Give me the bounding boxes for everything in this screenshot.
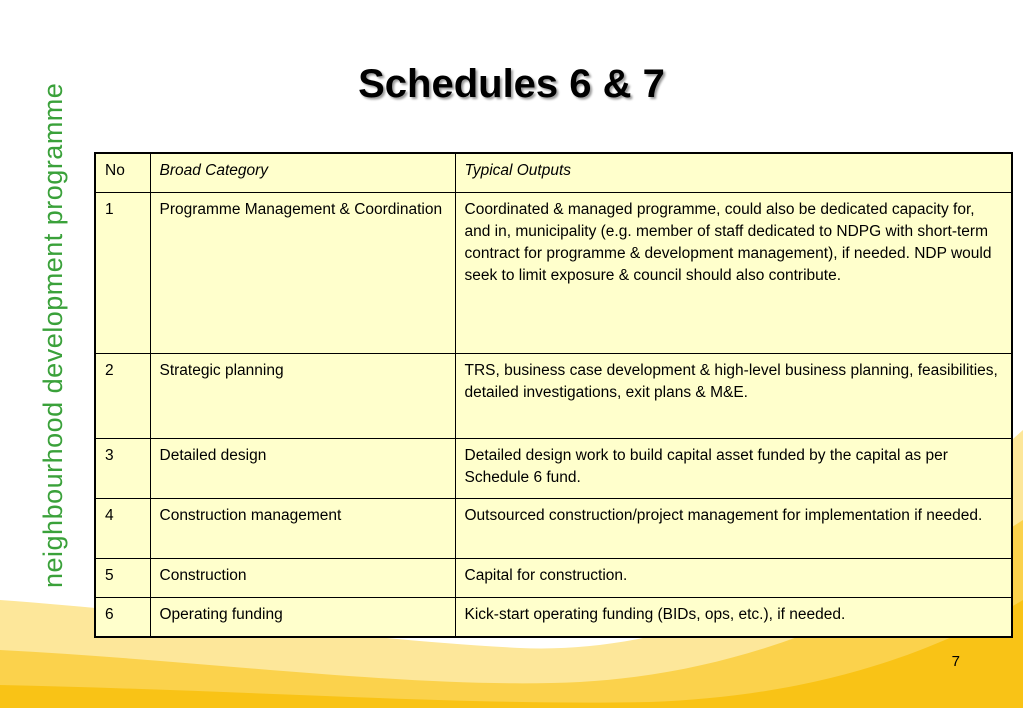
row-no: 3 [95,439,150,499]
row-outputs: TRS, business case development & high-level business planning, feasibilities, detailed investigations, exit plans & M&E. [455,354,1012,439]
table-row [95,598,1012,637]
table-row [95,499,1012,559]
table-row [95,193,1012,354]
row-outputs: Coordinated & managed programme, could also be dedicated capacity for, and in, municipality (e.g. member of staff dedicated to NDPG with short-term contract for programme & development management), if needed. NDP would seek to limit exposure & council should also contribute. [455,193,1012,354]
row-outputs: Detailed design work to build capital asset funded by the capital as per Schedule 6 fund. [455,439,1012,499]
row-no: 5 [95,559,150,598]
slide-title: Schedules 6 & 7 [358,62,665,106]
table-header-row [95,153,1012,193]
header-no: No [95,153,150,193]
table-row [95,559,1012,598]
table-row [95,439,1012,499]
row-category: Detailed design [150,439,455,499]
side-label: neighbourhood development programme [38,82,68,588]
row-no: 2 [95,354,150,439]
row-category: Operating funding [150,598,455,637]
row-category: Programme Management & Coordination [150,193,455,354]
row-outputs: Capital for construction. [455,559,1012,598]
header-typical-outputs: Typical Outputs [455,153,1012,193]
row-outputs: Outsourced construction/project management for implementation if needed. [455,499,1012,559]
page-number: 7 [951,653,960,670]
schedules-table [94,152,1013,638]
header-broad-category: Broad Category [150,153,455,193]
row-category: Construction [150,559,455,598]
row-category: Construction management [150,499,455,559]
row-no: 4 [95,499,150,559]
row-outputs: Kick-start operating funding (BIDs, ops, etc.), if needed. [455,598,1012,637]
table-row [95,354,1012,439]
row-category: Strategic planning [150,354,455,439]
row-no: 6 [95,598,150,637]
row-no: 1 [95,193,150,354]
